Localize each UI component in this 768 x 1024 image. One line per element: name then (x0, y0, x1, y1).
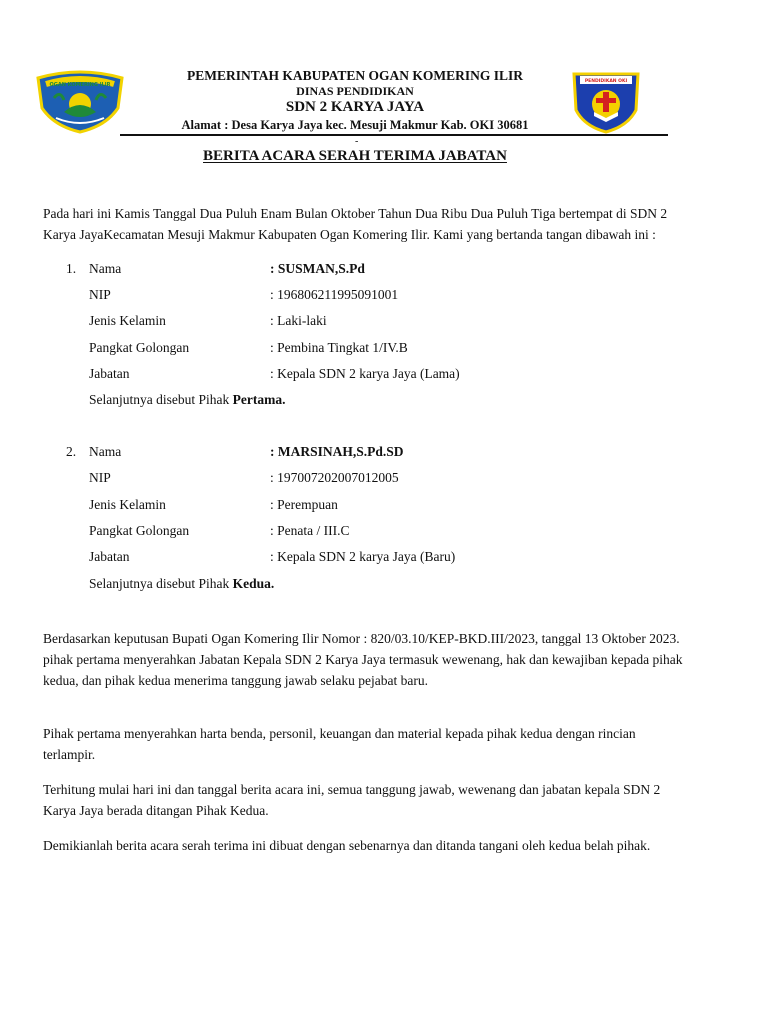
party-2-value-position: : Kepala SDN 2 karya Jaya (Baru) (270, 549, 456, 564)
party-2-label-position: Jabatan (89, 549, 130, 564)
party-2-label-gender: Jenis Kelamin (89, 497, 166, 512)
party-2-value-nip: : 197007202007012005 (270, 470, 399, 485)
party-1-closing-role: Pertama. (232, 392, 286, 407)
party-2-label-nip: NIP (89, 470, 111, 485)
party-1-value-gender: : Laki-laki (270, 313, 327, 328)
party-2-value-rank: : Penata / III.C (270, 523, 350, 538)
document-title: BERITA ACARA SERAH TERIMA JABATAN (203, 148, 507, 164)
party-1-label-position: Jabatan (89, 366, 130, 381)
party-1-value-nip: : 196806211995091001 (270, 287, 399, 302)
logo-right-text: PENDIDIKAN OKI (584, 79, 628, 84)
party-1-number: 1. (66, 261, 77, 276)
party-1-closing (89, 392, 285, 408)
party-1-label-gender: Jenis Kelamin (89, 313, 166, 328)
party-1-value-rank: : Pembina Tingkat 1/IV.B (270, 340, 408, 355)
header-address: Alamat : Desa Karya Jaya kec. Mesuji Makmur Kab. OKI 30681 (181, 118, 529, 132)
decree-paragraph: Berdasarkan keputusan Bupati Ogan Komering Ilir Nomor : 820/03.10/KEP-BKD.III/2023, tanggal 13 Oktober 2023. pihak pertama menyerahkan Jabatan Kepala SDN 2 Karya Jaya termasuk wewenang, hak dan kewajiban kepada pihak kedua, dan pihak kedua menerima tanggung jawab selaku pejabat baru. (43, 631, 683, 688)
party-1-label-rank: Pangkat Golongan (89, 340, 190, 355)
party-1-label-nama: Nama (89, 261, 122, 276)
party-2-value-gender: : Perempuan (270, 497, 338, 512)
header-separator-mark: - (355, 136, 359, 147)
kabupaten-oki-logo (34, 68, 126, 134)
party-2-closing (89, 576, 274, 592)
handover-assets-paragraph: Pihak pertama menyerahkan harta benda, personil, keuangan dan material kepada pihak kedua dengan rincian terlampir. (43, 726, 636, 762)
header-divider (120, 134, 668, 136)
responsibility-paragraph: Terhitung mulai hari ini dan tanggal berita acara ini, semua tanggung jawab, wewenang dan jabatan kepala SDN 2 Karya Jaya berada ditangan Pihak Kedua. (43, 782, 661, 818)
party-2-value-nama: : MARSINAH,S.Pd.SD (270, 444, 404, 459)
party-2-label-rank: Pangkat Golongan (89, 523, 190, 538)
party-2-number: 2. (66, 444, 77, 459)
logo-left-text: OGAN KOMERING ILIR (49, 82, 111, 88)
dinas-pendidikan-logo (570, 68, 642, 134)
header-department: DINAS PENDIDIKAN (296, 84, 414, 98)
party-1-value-position: : Kepala SDN 2 karya Jaya (Lama) (270, 366, 460, 381)
party-1-label-nip: NIP (89, 287, 111, 302)
party-2-closing-role: Kedua. (232, 576, 275, 591)
closing-paragraph: Demikianlah berita acara serah terima ini dibuat dengan sebenarnya dan ditanda tangani oleh kedua belah pihak. (43, 838, 651, 853)
header-government: PEMERINTAH KABUPATEN OGAN KOMERING ILIR (186, 68, 524, 83)
party-1-value-nama: : SUSMAN,S.Pd (270, 261, 365, 276)
opening-paragraph: Pada hari ini Kamis Tanggal Dua Puluh Enam Bulan Oktober Tahun Dua Ribu Dua Puluh Tiga bertempat di SDN 2 Karya JayaKecamatan Mesuji Makmur Kabupaten Ogan Komering Ilir. Kami yang bertanda tangan dibawah ini : (43, 206, 668, 242)
party-1-closing-prefix: Selanjutnya disebut Pihak (89, 392, 233, 407)
party-2-label-nama: Nama (89, 444, 122, 459)
header-school-name: SDN 2 KARYA JAYA (285, 99, 425, 115)
party-2-closing-prefix: Selanjutnya disebut Pihak (89, 576, 233, 591)
